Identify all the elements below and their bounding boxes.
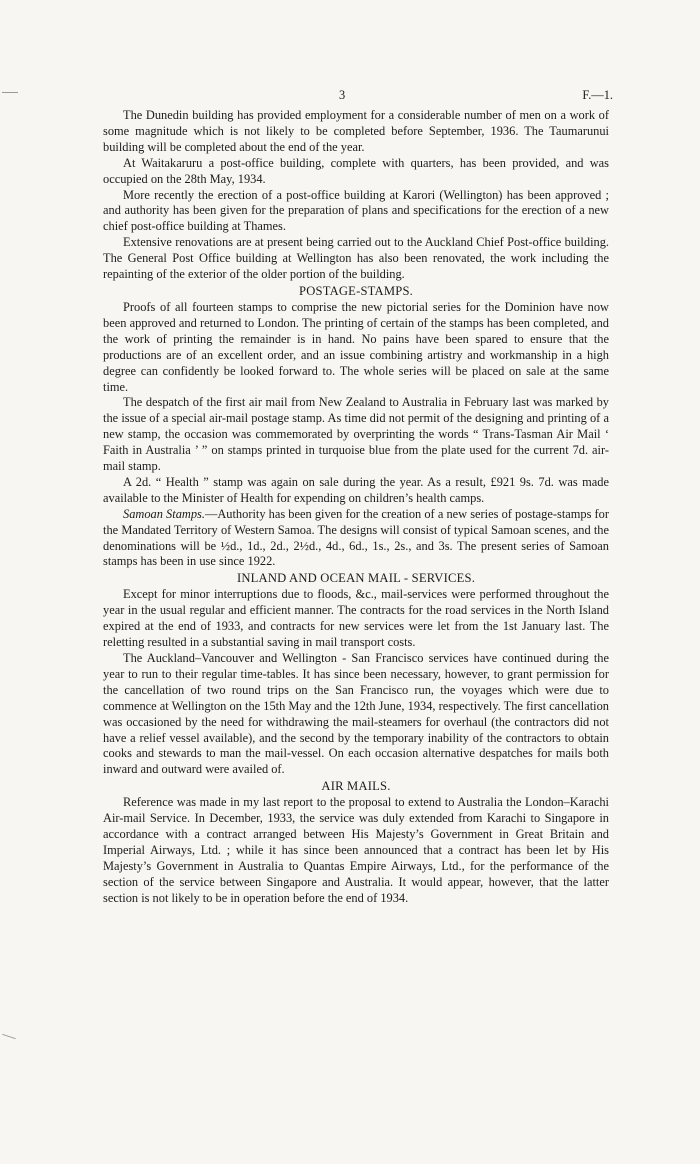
paragraph: Proofs of all fourteen stamps to comprise the new pictorial series for the Dominion have now been approved and returned to London. The printing of certain of the stamps has been completed, and the work of printing the remainder is in hand. No pains have been spared to ensure that the productions are of an excellent order, and an issue combining artistry and workmanship in a high degree can confidently be looked forward to. The whole series will be placed on sale at the same time. [103, 299, 609, 394]
section-heading: INLAND AND OCEAN MAIL - SERVICES. [236, 571, 476, 586]
paragraph: A 2d. “ Health ” stamp was again on sale during the year. As a result, £921 9s. 7d. was made available to the Minister of Health for expending on children’s health camps. [103, 474, 609, 505]
paragraph [103, 507, 609, 571]
paragraph: The despatch of the first air mail from New Zealand to Australia in February last was marked by the issue of a special air-mail postage stamp. As time did not permit of the designing and printing of a new stamp, the occasion was commemorated by overprinting the words “ Trans-Tasman Air Mail ‘ Faith in Australia ’ ” on stamps printed in turquoise blue from the plate used for the current 7d. air-mail stamp. [103, 395, 609, 474]
paragraph: At Waitakaruru a post-office building, complete with quarters, has been provided, and was occupied on the 28th May, 1934. [103, 155, 609, 186]
margin-mark-bottom [2, 1034, 16, 1039]
paragraph: The Auckland–Vancouver and Wellington - San Francisco services have continued during the year to run to their regular time-tables. It has since been necessary, however, to grant permission for the cancellation of two round trips on the San Francisco run, the voyages which were due to commence at Wellington on the 15th May and the 12th June, 1934, respectively. The first cancellation was occasioned by the need for withdrawing the mail-steamers for overhaul (the contractors did not have a relief vessel available), and the second by the temporary inability of the contractors to obtain cooks and stewards to man the mail-vessel. On each occasion alternative despatches for mails both inward and outward were availed of. [103, 651, 609, 777]
paragraph: Reference was made in my last report to the proposal to extend to Australia the London–Karachi Air-mail Service. In December, 1933, the service was duly extended from Karachi to Singapore in accordance with a contract arranged between His Majesty’s Government in Great Britain and Imperial Airways, Ltd. ; while it has since been announced that a contract has been let by His Majesty’s Government in Australia to Quantas Empire Airways, Ltd., for the performance of the section of the service between Singapore and Australia. It would appear, however, that the latter section is not likely to be in operation before the end of 1934. [103, 795, 609, 905]
section-postage-stamps [103, 283, 609, 570]
section-mail-services [103, 570, 609, 778]
paragraph: More recently the erection of a post-office building at Karori (Wellington) has been approved ; and authority has been given for the preparation of plans and specifications for the erection of a new chief post-office building at Thames. [103, 187, 609, 234]
paragraph-body: —Authority has been given for the creation of a new series of postage-stamps for the Mandated Territory of Western Samoa. The designs will consist of typical Samoan scenes, and the denominations will be ½d., 1d., 2d., 2½d., 4d., 6d., 1s., 2s., and 3s. The present series of Samoan stamps has been in use since 1922. [103, 506, 609, 569]
section-buildings [103, 108, 609, 283]
section-heading: AIR MAILS. [321, 779, 391, 794]
document-page [103, 88, 613, 907]
section-heading: POSTAGE-STAMPS. [299, 283, 413, 298]
paragraph: Extensive renovations are at present being carried out to the Auckland Chief Post-office building. The General Post Office building at Wellington has also been renovated, the work including the repainting of the exterior of the older portion of the building. [103, 235, 609, 282]
section-air-mails [103, 778, 609, 906]
paragraph: The Dunedin building has provided employment for a considerable number of men on a work of some magnitude which is not likely to be completed before September, 1936. The Taumarunui building will be completed about the end of the year. [103, 108, 609, 154]
page-number: 3 [339, 88, 346, 102]
paragraph-lead: Samoan Stamps. [123, 506, 205, 521]
margin-mark-top [2, 92, 18, 93]
paragraph: Except for minor interruptions due to floods, &c., mail-services were performed throughout the year in the usual regular and efficient manner. The contracts for the road services in the North Island expired at the end of 1933, and contracts for new services were let from the 1st January last. The reletting resulted in a substantial saving in mail transport costs. [103, 587, 609, 650]
page-header [103, 88, 613, 108]
document-reference: F.—1. [582, 88, 613, 102]
